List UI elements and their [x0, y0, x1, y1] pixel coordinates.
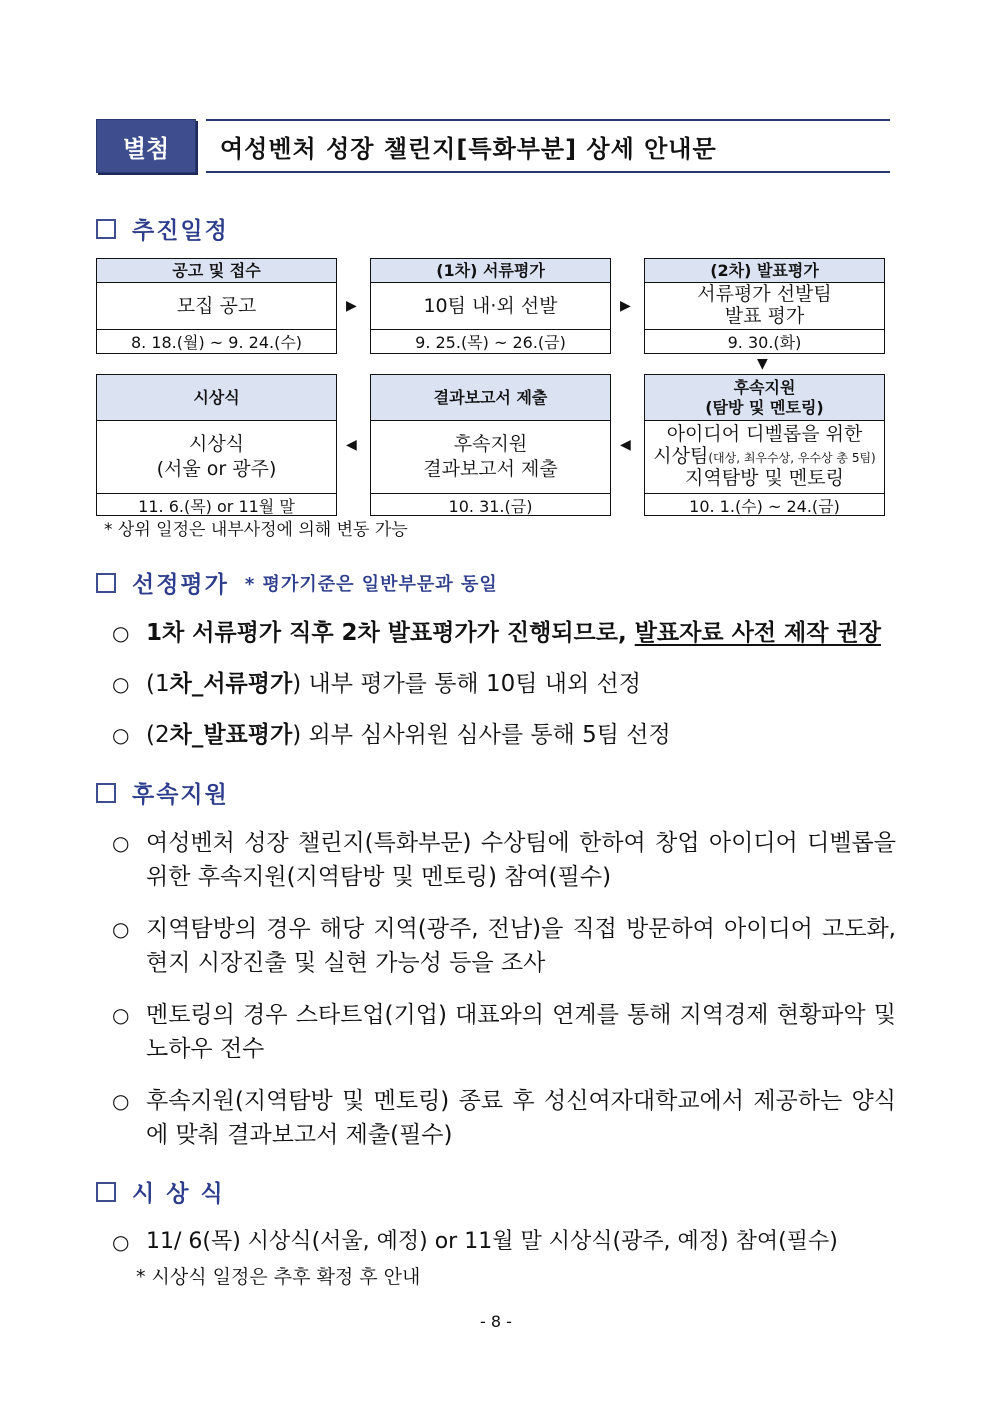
- flow-box-body-line: 결과보고서 제출: [423, 458, 558, 480]
- flow-box-body-text: 10팀 내·외 선발: [423, 294, 558, 317]
- checkbox-square-icon: [96, 573, 116, 593]
- flow-box-head: (1차) 서류평가: [371, 259, 610, 283]
- paragraph-text: [146, 718, 896, 752]
- appendix-badge: 별첨: [96, 119, 196, 173]
- section-followup: [96, 776, 229, 809]
- flow-box-body-line: 지역탐방 및 멘토링: [685, 466, 844, 489]
- flow-box-announcement: [96, 258, 337, 354]
- flow-box-body: [645, 421, 884, 493]
- section-title: 추진일정: [132, 218, 229, 244]
- bullet-circle-icon: ○: [112, 1230, 130, 1254]
- flow-box-head: [645, 375, 884, 421]
- flow-box-body-small: (대상, 최우수상, 우수상 총 5팀): [708, 451, 876, 466]
- section-note: * 평가기준은 일반부문과 동일: [244, 573, 498, 595]
- bold-text: 차_서류평가: [169, 671, 293, 697]
- flow-box-date: 8. 18.(월) ~ 9. 24.(수): [97, 329, 336, 353]
- schedule-footnote: * 상위 일정은 내부사정에 의해 변동 가능: [104, 520, 408, 540]
- text-run: (1: [146, 671, 170, 697]
- ceremony-footnote: * 시상식 일정은 추후 확정 후 안내: [136, 1266, 421, 1288]
- bold-text: 차_발표평가: [169, 722, 293, 748]
- flow-box-presentation: [644, 258, 885, 354]
- header-rule-bottom: [206, 171, 890, 173]
- followup-item-2: [112, 912, 896, 980]
- flow-box-body-line: (서울 or 광주): [156, 458, 277, 480]
- text-run: ) 내부 평가를 통해 10팀 내외 선정: [292, 671, 641, 697]
- arrow-left-icon: ◀: [346, 437, 357, 453]
- arrow-left-icon: ◀: [620, 437, 631, 453]
- checkbox-square-icon: [96, 219, 116, 239]
- section-title: 선정평가: [132, 572, 229, 598]
- paragraph-text: 멘토링의 경우 스타트업(기업) 대표와의 연계를 통해 지역경제 현황파악 및 노하우 전수: [146, 1002, 896, 1062]
- flow-box-body-text: 시상팀: [653, 445, 709, 468]
- document-header: [96, 119, 890, 173]
- checkbox-square-icon: [96, 1182, 116, 1202]
- flow-box-body: [97, 283, 336, 329]
- flow-box-date: 9. 25.(목) ~ 26.(금): [371, 329, 610, 353]
- paragraph-text: 지역탐방의 경우 해당 지역(광주, 전남)을 직접 방문하여 아이디어 고도화, 현지 시장진출 및 실현 가능성 등을 조사: [146, 916, 896, 976]
- paragraph-text: 11/ 6(목) 시상식(서울, 예정) or 11월 말 시상식(광주, 예정) 참여(필수): [146, 1229, 838, 1254]
- flow-box-ceremony: [96, 374, 337, 516]
- flow-box-body: [97, 421, 336, 493]
- arrow-right-icon: ▶: [620, 298, 631, 314]
- paragraph-text: 후속지원(지역탐방 및 멘토링) 종료 후 성신여자대학교에서 제공하는 양식에 맞춰 결과보고서 제출(필수): [146, 1088, 896, 1148]
- document-title: 여성벤처 성장 챌린지[특화부분] 상세 안내문: [220, 134, 717, 163]
- text-run: (2: [146, 722, 170, 748]
- page-number: - 8 -: [480, 1312, 512, 1331]
- section-schedule: [96, 212, 229, 245]
- flow-box-report: [370, 374, 611, 516]
- checkbox-square-icon: [96, 783, 116, 803]
- flow-box-date: 11. 6.(목) or 11월 말: [97, 493, 336, 517]
- flow-box-body-line: 아이디어 디벨롭을 위한: [666, 423, 863, 446]
- flow-box-body-line: 발표 평가: [724, 305, 805, 327]
- bullet-circle-icon: ○: [112, 723, 130, 747]
- flow-box-body-line: [653, 446, 875, 468]
- paragraph-text: 여성벤처 성장 챌린지(특화부문) 수상팀에 한하여 창업 아이디어 디벨롭을 위한 후속지원(지역탐방 및 멘토링) 참여(필수): [146, 830, 896, 890]
- flow-box-date: 10. 1.(수) ~ 24.(금): [645, 493, 884, 517]
- bullet-circle-icon: ○: [112, 621, 130, 645]
- flow-box-followup: [644, 374, 885, 516]
- bullet-circle-icon: ○: [112, 917, 130, 941]
- section-evaluation: [96, 566, 498, 599]
- bullet-circle-icon: ○: [112, 831, 130, 855]
- flow-box-body: [371, 421, 610, 493]
- flow-box-head: 공고 및 접수: [97, 259, 336, 283]
- flow-box-head: (2차) 발표평가: [645, 259, 884, 283]
- flow-box-body: [371, 283, 610, 329]
- arrow-right-icon: ▶: [346, 298, 357, 314]
- bullet-circle-icon: ○: [112, 672, 130, 696]
- flow-box-head-line: 후속지원: [733, 377, 796, 397]
- flow-box-body-text: 모집 공고: [176, 294, 257, 317]
- section-title: 시 상 식: [132, 1181, 225, 1207]
- followup-item-3: [112, 998, 896, 1066]
- flow-box-date: 10. 31.(금): [371, 493, 610, 517]
- flow-box-head: 시상식: [97, 375, 336, 421]
- text-run: ) 외부 심사위원 심사를 통해 5팀 선정: [292, 722, 671, 748]
- flow-box-date: 9. 30.(화): [645, 329, 884, 353]
- bullet-circle-icon: ○: [112, 1089, 130, 1113]
- followup-item-1: [112, 826, 896, 894]
- followup-item-4: [112, 1084, 896, 1152]
- bullet-circle-icon: ○: [112, 1003, 130, 1027]
- paragraph-text: [146, 667, 896, 701]
- section-ceremony: [96, 1175, 225, 1208]
- arrow-down-icon: ▼: [757, 356, 768, 372]
- underlined-text: 발표자료 사전 제작 권장: [634, 620, 881, 646]
- text-run: 1차 서류평가 직후 2차 발표평가가 진행되므로,: [146, 620, 635, 646]
- flow-box-body: [645, 283, 884, 329]
- flow-box-head: 결과보고서 제출: [371, 375, 610, 421]
- section-title: 후속지원: [132, 782, 229, 808]
- flow-box-body-line: 서류평가 선발팀: [697, 283, 832, 306]
- paragraph-text: [146, 616, 896, 650]
- flow-box-body-line: 시상식: [188, 433, 245, 456]
- flow-box-head-line: (탐방 및 멘토링): [705, 397, 824, 417]
- flow-box-document-review: [370, 258, 611, 354]
- flow-box-body-line: 후속지원: [453, 433, 528, 456]
